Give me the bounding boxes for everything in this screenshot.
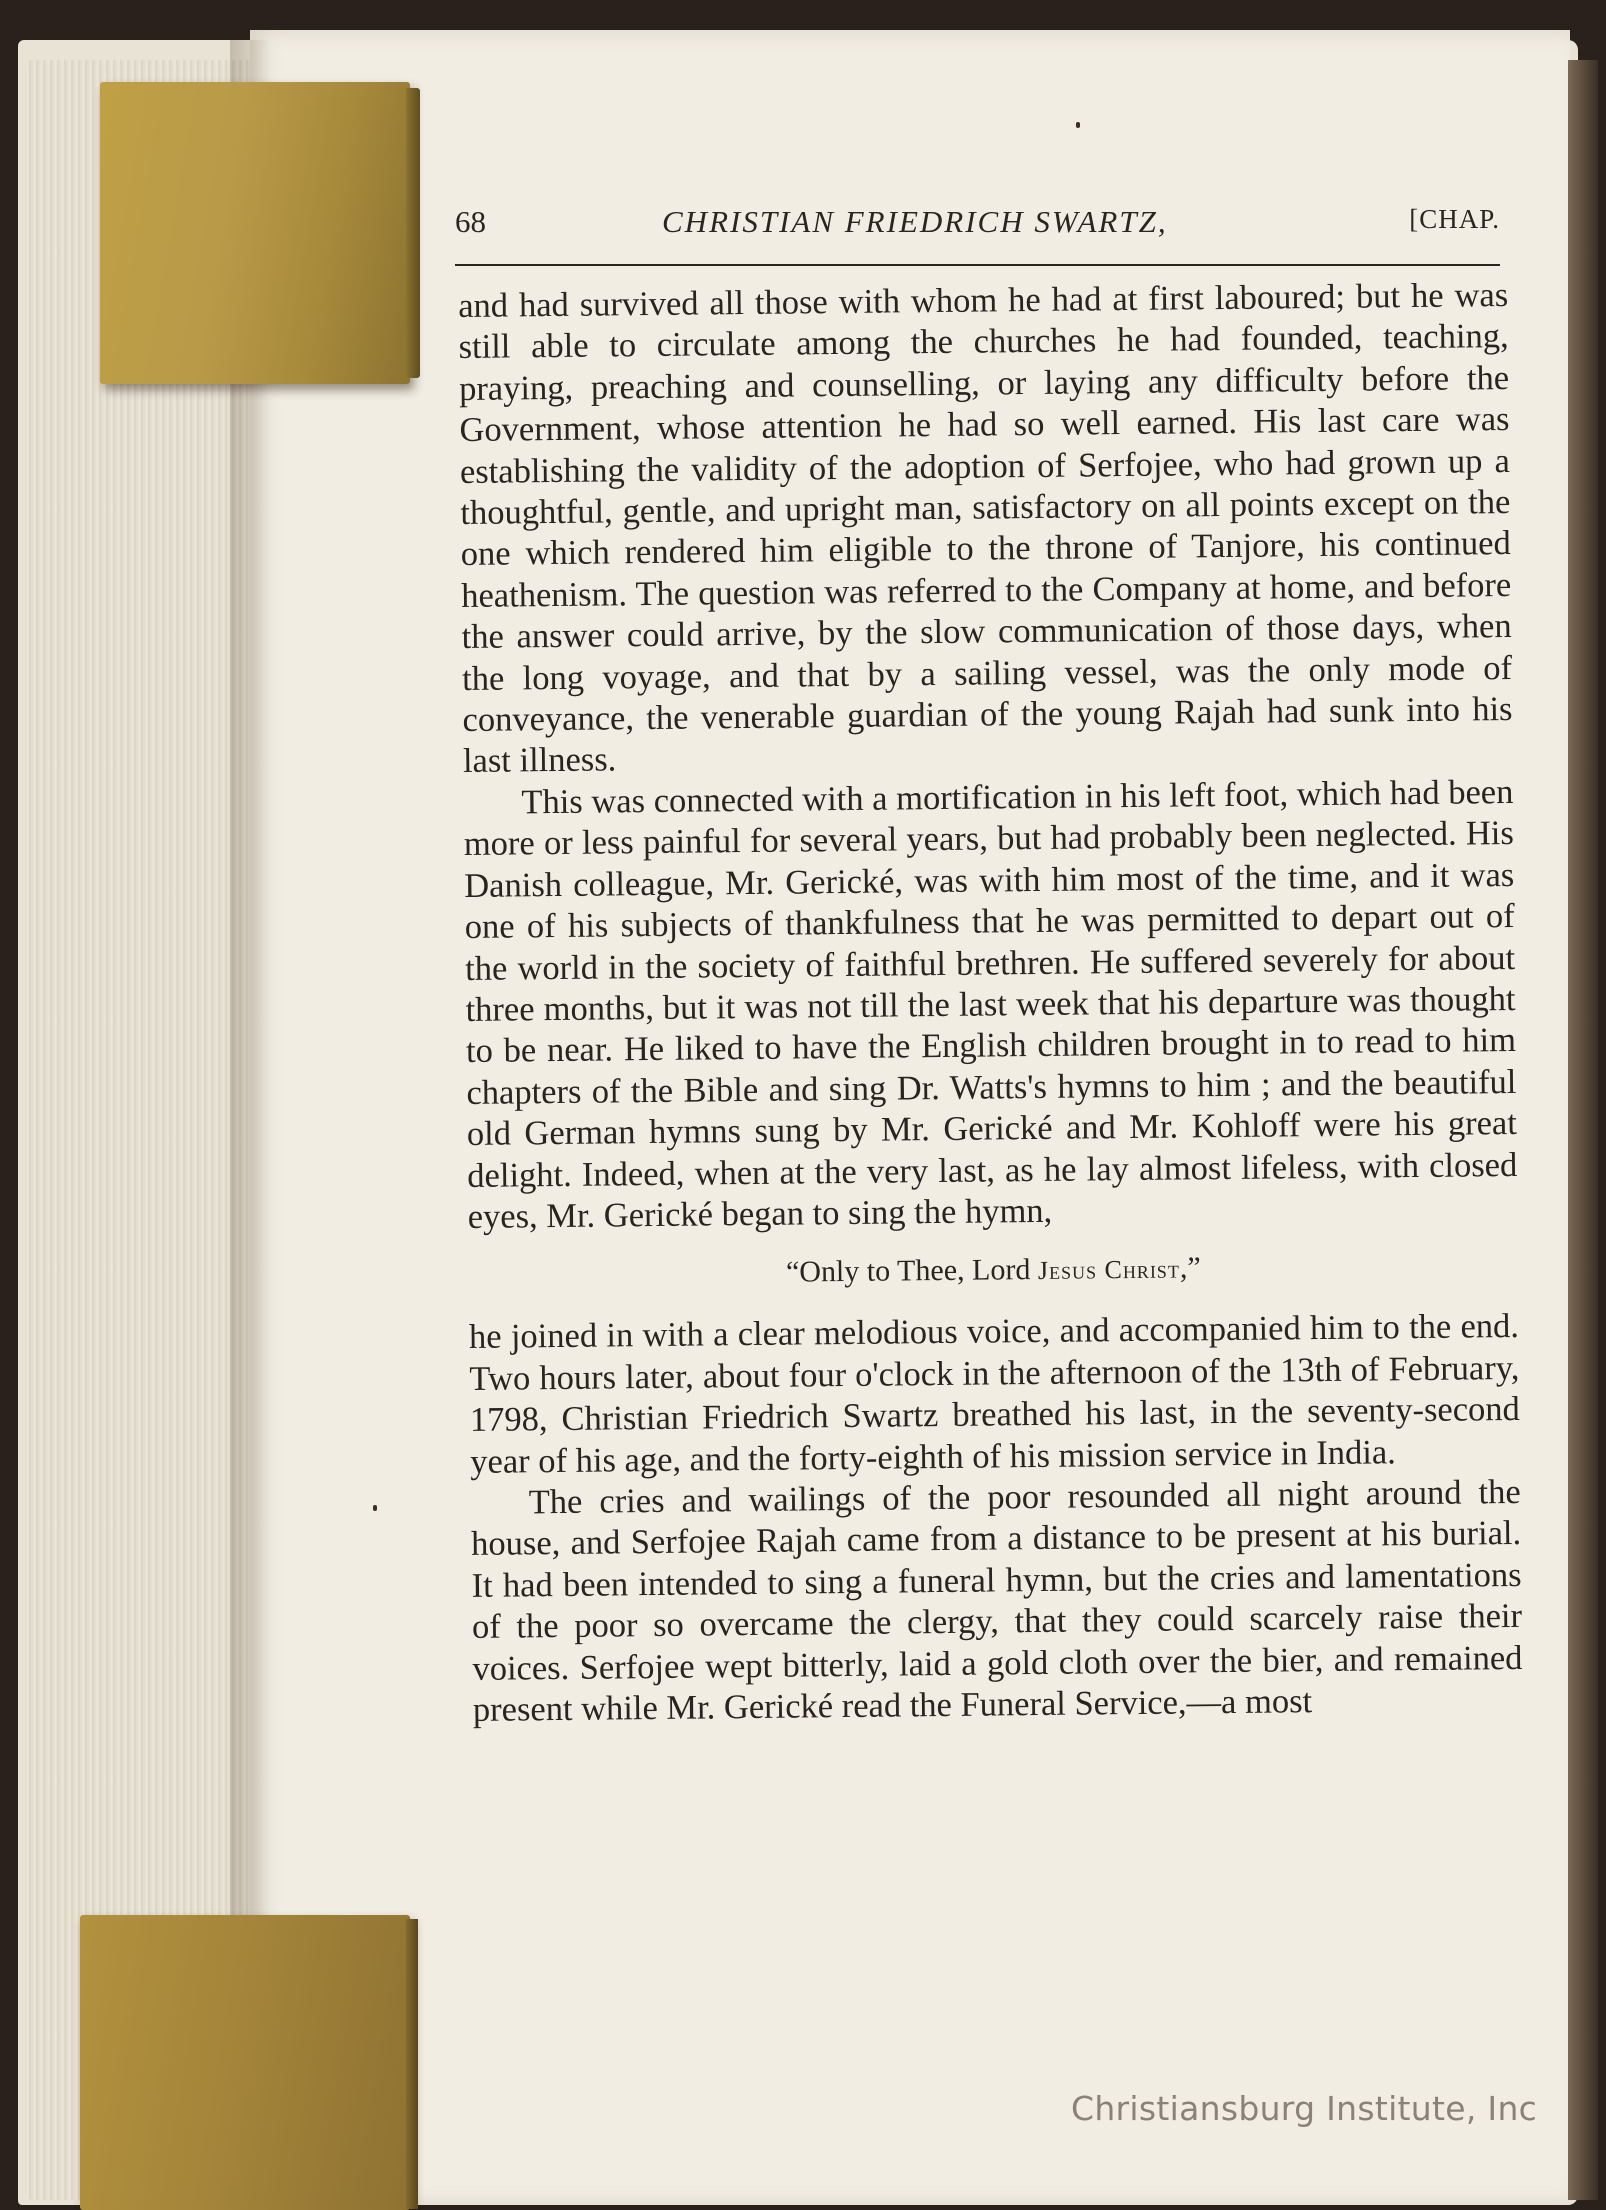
- ink-speck: [1076, 122, 1080, 128]
- ink-speck: [373, 1505, 377, 1511]
- hymn-quote: [468, 1245, 1518, 1297]
- gold-corner-tab-top: [100, 82, 410, 384]
- paragraph: he joined in with a clear melodious voice, and accompanied him to the end. Two hours later, about four o'clock in the afternoon of the 13th of February, 1798, Christian Friedrich Swartz breathed his last, in the seventy-second year of his age, and the forty-eighth of his mission service in India.: [468, 1307, 1521, 1481]
- book-cover-edge: [1568, 60, 1598, 2200]
- quote-prefix: “Only to Thee, Lord: [785, 1253, 1039, 1289]
- quote-jesus: Jesus: [1037, 1255, 1098, 1286]
- body-text: [458, 275, 1523, 1731]
- paragraph: and had survived all those with whom he had at first laboured; but he was still able to circulate among the churches he had founded, teaching, praying, preaching and counselling, or laying any difficulty before the Government, whose attention he had so well earned. His last care was establishing the validity of the adoption of Serfojee, who had grown up a thoughtful, gentle, and upright man, satisfactory on all points except on the one which rendered him eligible to the throne of Tanjore, his continued heathenism. The question was referred to the Company at home, and before the answer could arrive, by the slow communication of those days, when the long voyage, and that by a sailing vessel, was the only mode of conveyance, the venerable guardian of the young Rajah had sunk into his last illness.: [458, 276, 1513, 781]
- gold-corner-tab-bottom: [80, 1915, 410, 2210]
- chapter-marker: [CHAP.: [1409, 204, 1500, 234]
- watermark: Christiansburg Institute, Inc: [1071, 2089, 1538, 2128]
- paragraph: This was connected with a mortification in his left foot, which had been more or less painful for several years, but had probably been neglected. His Danish colleague, Mr. Gerické, was with him most of the time, and it was one of his subjects of thankfulness that he was permitted to depart out of the world in the society of faithful brethren. He suffered severely for about three months, but it was not till the last week that his departure was thought to be near. He liked to have the English children brought in to read to him chapters of the Bible and sing Dr. Watts's hymns to him ; and the beautiful old German hymns sung by Mr. Gerické and Mr. Kohloff were his great delight. Indeed, when at the very last, as he lay almost lifeless, with closed eyes, Mr. Gerické began to sing the hymn,: [463, 772, 1518, 1236]
- quote-christ: Christ: [1104, 1254, 1181, 1285]
- running-title: CHRISTIAN FRIEDRICH SWARTZ,: [662, 204, 1168, 239]
- paragraph: The cries and wailings of the poor resounded all night around the house, and Serfojee Rajah came from a distance to be present at his burial. It had been intended to sing a funeral hymn, but the cries and lamentations of the poor so overcame the clergy, that they could scarcely raise their voices. Serfojee wept bitterly, laid a gold cloth over the bier, and remained present while Mr. Gerické read the Funeral Service,—a most: [470, 1472, 1523, 1729]
- page-number: 68: [455, 204, 486, 239]
- running-header: [455, 200, 1500, 266]
- quote-suffix: ,”: [1179, 1251, 1201, 1285]
